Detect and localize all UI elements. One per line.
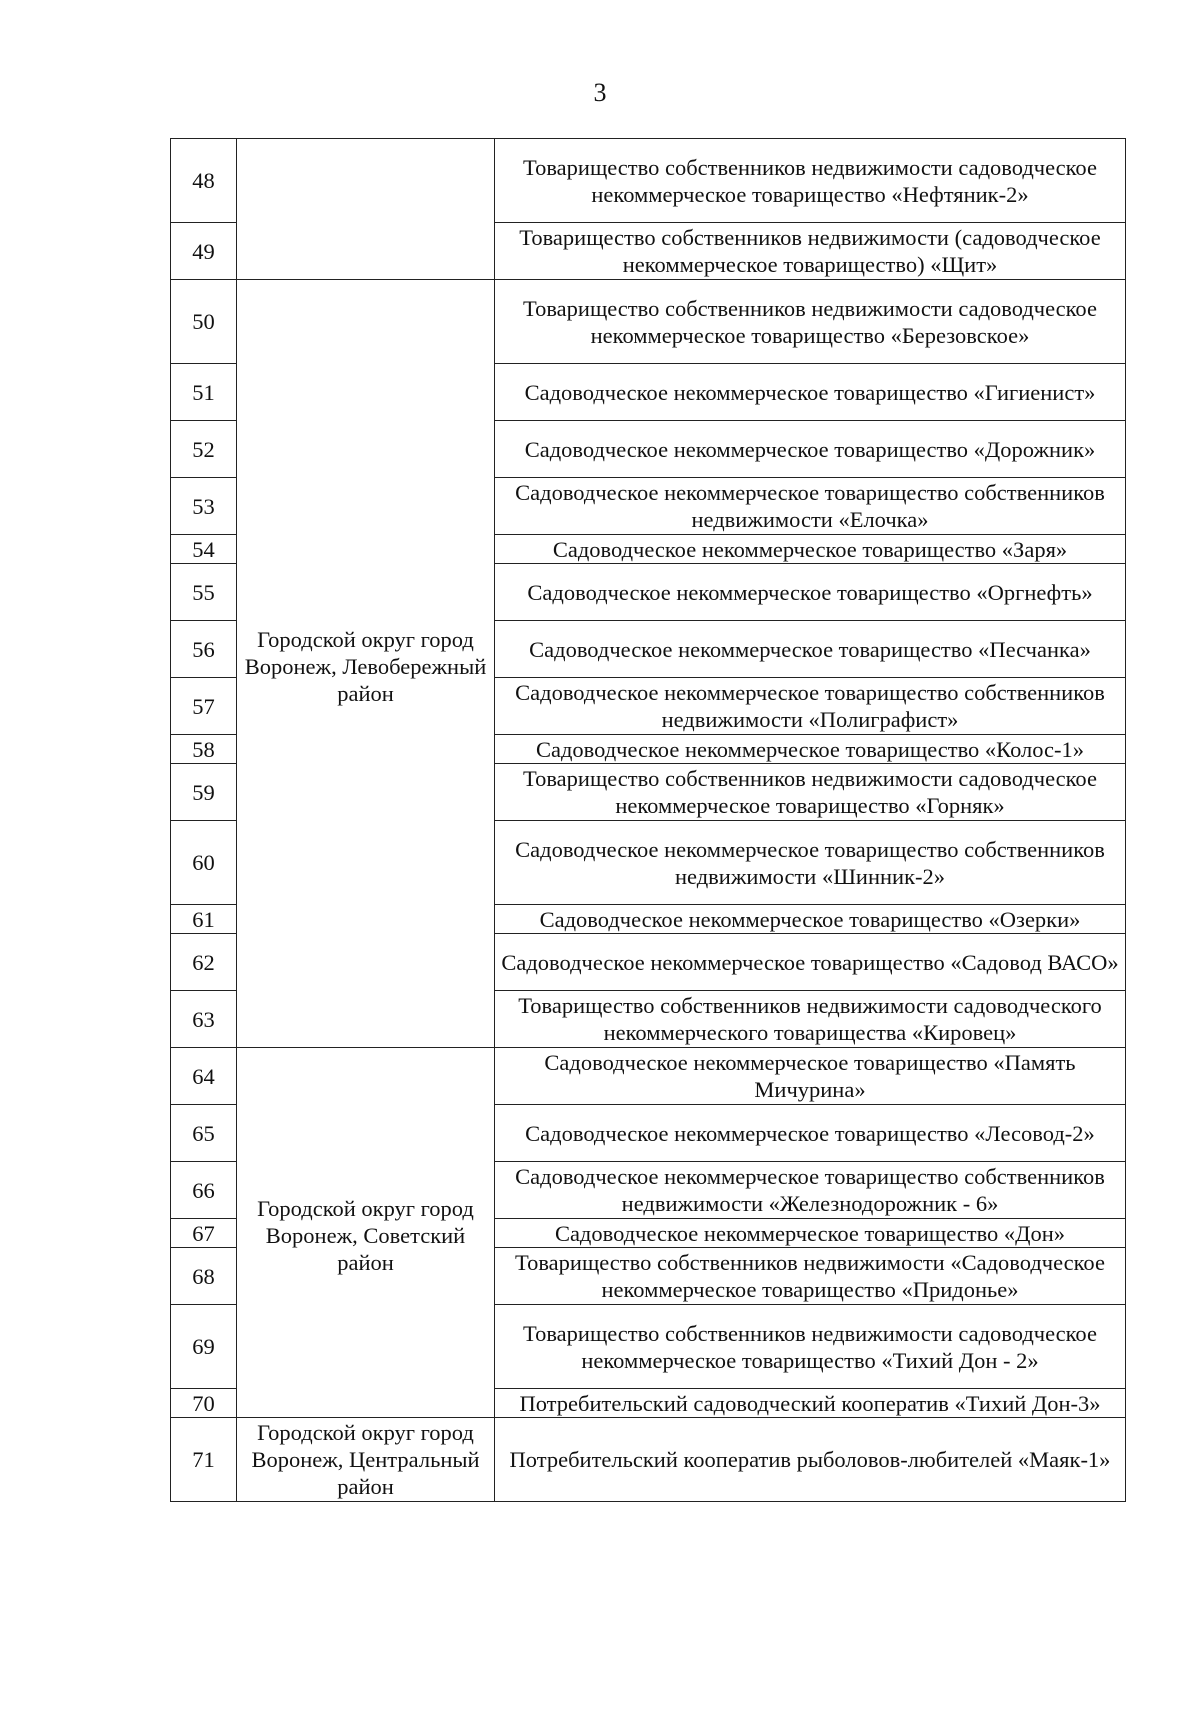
organization-name: Садоводческое некоммерческое товарищество «Память Мичурина» bbox=[495, 1048, 1126, 1105]
row-number: 49 bbox=[171, 223, 237, 280]
organization-name: Садоводческое некоммерческое товарищество «Заря» bbox=[495, 535, 1126, 564]
organization-name: Товарищество собственников недвижимости садоводческое некоммерческое товарищество «Тихий Дон - 2» bbox=[495, 1305, 1126, 1389]
row-number: 48 bbox=[171, 139, 237, 223]
organization-name: Товарищество собственников недвижимости садоводческое некоммерческое товарищество «Нефтяник-2» bbox=[495, 139, 1126, 223]
organization-name: Садоводческое некоммерческое товарищество «Садовод ВАСО» bbox=[495, 934, 1126, 991]
table-row bbox=[171, 139, 1126, 223]
row-number: 64 bbox=[171, 1048, 237, 1105]
organization-name: Садоводческое некоммерческое товарищество «Озерки» bbox=[495, 905, 1126, 934]
row-number: 62 bbox=[171, 934, 237, 991]
row-number: 53 bbox=[171, 478, 237, 535]
row-number: 50 bbox=[171, 280, 237, 364]
district-cell bbox=[237, 1418, 495, 1502]
district-cell bbox=[237, 1048, 495, 1418]
organization-name: Садоводческое некоммерческое товарищество «Лесовод-2» bbox=[495, 1105, 1126, 1162]
table-row bbox=[171, 1048, 1126, 1105]
row-number: 56 bbox=[171, 621, 237, 678]
organization-name: Потребительский садоводческий кооператив «Тихий Дон-3» bbox=[495, 1389, 1126, 1418]
organization-name: Садоводческое некоммерческое товарищество собственников недвижимости «Железнодорожник - 6» bbox=[495, 1162, 1126, 1219]
organizations-table bbox=[170, 138, 1126, 1502]
row-number: 58 bbox=[171, 735, 237, 764]
organization-name: Товарищество собственников недвижимости (садоводческое некоммерческое товарищество) «Щит» bbox=[495, 223, 1126, 280]
row-number: 59 bbox=[171, 764, 237, 821]
organization-name: Садоводческое некоммерческое товарищество «Песчанка» bbox=[495, 621, 1126, 678]
row-number: 68 bbox=[171, 1248, 237, 1305]
organization-name: Садоводческое некоммерческое товарищество собственников недвижимости «Елочка» bbox=[495, 478, 1126, 535]
district-sovetsky: Городской округ город Воронеж, Советский район bbox=[257, 1196, 474, 1275]
row-number: 63 bbox=[171, 991, 237, 1048]
row-number: 61 bbox=[171, 905, 237, 934]
row-number: 70 bbox=[171, 1389, 237, 1418]
row-number: 60 bbox=[171, 821, 237, 905]
row-number: 65 bbox=[171, 1105, 237, 1162]
organization-name: Товарищество собственников недвижимости садоводческого некоммерческого товарищества «Кировец» bbox=[495, 991, 1126, 1048]
organization-name: Товарищество собственников недвижимости садоводческое некоммерческое товарищество «Березовское» bbox=[495, 280, 1126, 364]
page-number: 3 bbox=[593, 78, 607, 107]
organization-name: Садоводческое некоммерческое товарищество «Колос-1» bbox=[495, 735, 1126, 764]
organization-name: Товарищество собственников недвижимости садоводческое некоммерческое товарищество «Горняк» bbox=[495, 764, 1126, 821]
row-number: 55 bbox=[171, 564, 237, 621]
row-number: 71 bbox=[171, 1418, 237, 1502]
organization-name: Садоводческое некоммерческое товарищество «Гигиенист» bbox=[495, 364, 1126, 421]
organization-name: Садоводческое некоммерческое товарищество «Дон» bbox=[495, 1219, 1126, 1248]
organization-name: Садоводческое некоммерческое товарищество «Дорожник» bbox=[495, 421, 1126, 478]
row-number: 69 bbox=[171, 1305, 237, 1389]
row-number: 67 bbox=[171, 1219, 237, 1248]
table-row bbox=[171, 1418, 1126, 1502]
row-number: 54 bbox=[171, 535, 237, 564]
district-cell-empty bbox=[237, 139, 495, 280]
organization-name: Потребительский кооператив рыболовов-любителей «Маяк-1» bbox=[495, 1418, 1126, 1502]
district-levoberezhny: Городской округ город Воронеж, Левобережный район bbox=[244, 627, 487, 706]
row-number: 66 bbox=[171, 1162, 237, 1219]
organization-name: Товарищество собственников недвижимости «Садоводческое некоммерческое товарищество «Придонье» bbox=[495, 1248, 1126, 1305]
organization-name: Садоводческое некоммерческое товарищество «Оргнефть» bbox=[495, 564, 1126, 621]
organization-name: Садоводческое некоммерческое товарищество собственников недвижимости «Шинник-2» bbox=[495, 821, 1126, 905]
row-number: 57 bbox=[171, 678, 237, 735]
district-cell bbox=[237, 280, 495, 1048]
organization-name: Садоводческое некоммерческое товарищество собственников недвижимости «Полиграфист» bbox=[495, 678, 1126, 735]
table-row bbox=[171, 280, 1126, 364]
district-centralny: Городской округ город Воронеж, Центральный район bbox=[251, 1420, 480, 1499]
row-number: 51 bbox=[171, 364, 237, 421]
row-number: 52 bbox=[171, 421, 237, 478]
